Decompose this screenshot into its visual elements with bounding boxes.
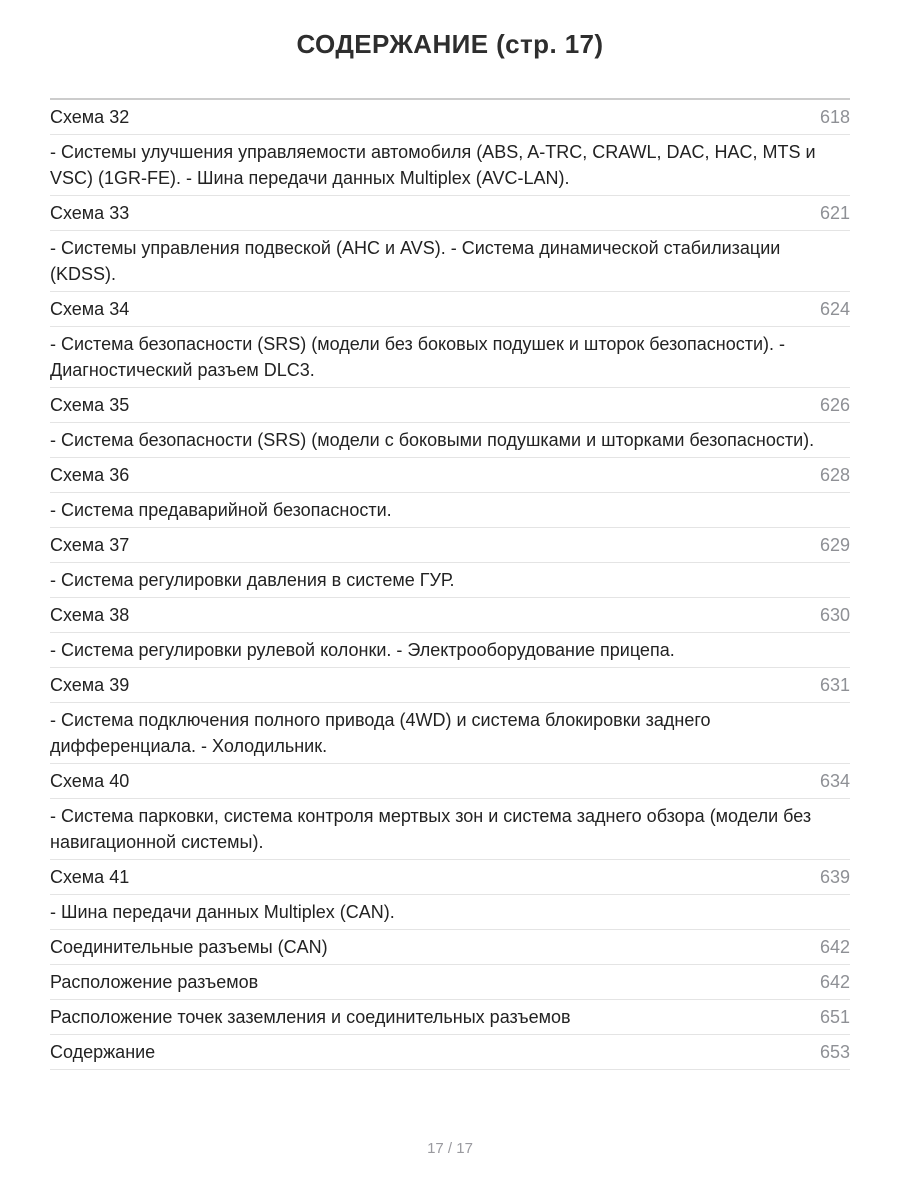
toc-entry-label: Содержание <box>50 1042 156 1062</box>
toc-entry-description <box>50 327 850 388</box>
toc-entry-description <box>50 563 850 598</box>
toc-entry <box>50 196 850 231</box>
toc-entry-label: Схема 37 <box>50 535 130 555</box>
toc-entry-label: Схема 41 <box>50 867 130 887</box>
toc-entry-label: Схема 40 <box>50 771 130 791</box>
toc-entry <box>50 930 850 965</box>
toc-entry <box>50 388 850 423</box>
toc-entry <box>50 292 850 327</box>
page-indicator: 17 / 17 <box>427 1140 473 1157</box>
toc-entry-page-number: 628 <box>819 465 850 485</box>
toc-entry-description <box>50 493 850 528</box>
toc-entry <box>50 1035 850 1070</box>
toc-entry-label: Расположение точек заземления и соединительных разъемов <box>50 1007 571 1027</box>
toc-entry <box>50 860 850 895</box>
toc-entry-page-number: 618 <box>819 107 850 127</box>
toc-entry-description-text: - Системы улучшения управляемости автомобиля (ABS, A-TRC, CRAWL, DAC, HAC, MTS и VSC) (1GR-FE). - Шина передачи данных Multiplex (AVC-LAN). <box>50 142 816 188</box>
toc-entry-description <box>50 231 850 292</box>
toc-entry-label: Соединительные разъемы (CAN) <box>50 937 328 957</box>
toc-entry <box>50 965 850 1000</box>
toc-entry-page-number: 634 <box>819 771 850 791</box>
toc-entry-label: Схема 35 <box>50 395 130 415</box>
toc-entry-page-number: 639 <box>819 867 850 887</box>
toc-entry-label: Схема 34 <box>50 299 130 319</box>
toc-entry-page-number: 651 <box>819 1007 850 1027</box>
toc-entry-description-text: - Система предаварийной безопасности. <box>50 500 392 520</box>
toc-entry-page-number: 630 <box>819 605 850 625</box>
table-of-contents <box>50 100 850 1070</box>
toc-entry-description <box>50 703 850 764</box>
toc-entry-page-number: 642 <box>819 937 850 957</box>
toc-entry-description-text: - Система подключения полного привода (4WD) и система блокировки заднего дифференциала. - Холодильник. <box>50 710 711 756</box>
toc-entry-label: Схема 39 <box>50 675 130 695</box>
toc-entry-page-number: 642 <box>819 972 850 992</box>
toc-entry-page-number: 631 <box>819 675 850 695</box>
toc-entry <box>50 458 850 493</box>
toc-entry <box>50 528 850 563</box>
toc-entry-description-text: - Система регулировки давления в системе ГУР. <box>50 570 455 590</box>
toc-entry-page-number: 629 <box>819 535 850 555</box>
toc-entry-page-number: 626 <box>819 395 850 415</box>
toc-entry <box>50 764 850 799</box>
toc-entry-description <box>50 423 850 458</box>
toc-entry <box>50 598 850 633</box>
toc-entry-label: Схема 33 <box>50 203 130 223</box>
toc-entry-description <box>50 633 850 668</box>
toc-entry-description-text: - Система регулировки рулевой колонки. - Электрооборудование прицепа. <box>50 640 675 660</box>
page-title: СОДЕРЖАНИЕ (стр. 17) <box>296 29 604 59</box>
toc-entry-page-number: 624 <box>819 299 850 319</box>
toc-entry-description <box>50 799 850 860</box>
toc-entry-label: Схема 38 <box>50 605 130 625</box>
toc-entry <box>50 1000 850 1035</box>
toc-entry-page-number: 621 <box>819 203 850 223</box>
toc-entry-description-text: - Шина передачи данных Multiplex (CAN). <box>50 902 395 922</box>
toc-entry-description-text: - Система безопасности (SRS) (модели без боковых подушек и шторок безопасности). - Диагностический разъем DLC3. <box>50 334 786 380</box>
toc-entry <box>50 668 850 703</box>
toc-entry-label: Схема 36 <box>50 465 130 485</box>
toc-entry-description-text: - Система парковки, система контроля мертвых зон и система заднего обзора (модели без навигационной системы). <box>50 806 812 852</box>
toc-entry-description <box>50 135 850 196</box>
toc-entry-description-text: - Система безопасности (SRS) (модели с боковыми подушками и шторками безопасности). <box>50 430 815 450</box>
toc-entry-description-text: - Системы управления подвеской (AHC и AVS). - Система динамической стабилизации (KDSS). <box>50 238 781 284</box>
toc-entry-description <box>50 895 850 930</box>
toc-entry <box>50 100 850 135</box>
toc-entry-label: Схема 32 <box>50 107 130 127</box>
toc-entry-page-number: 653 <box>819 1042 850 1062</box>
toc-entry-label: Расположение разъемов <box>50 972 259 992</box>
